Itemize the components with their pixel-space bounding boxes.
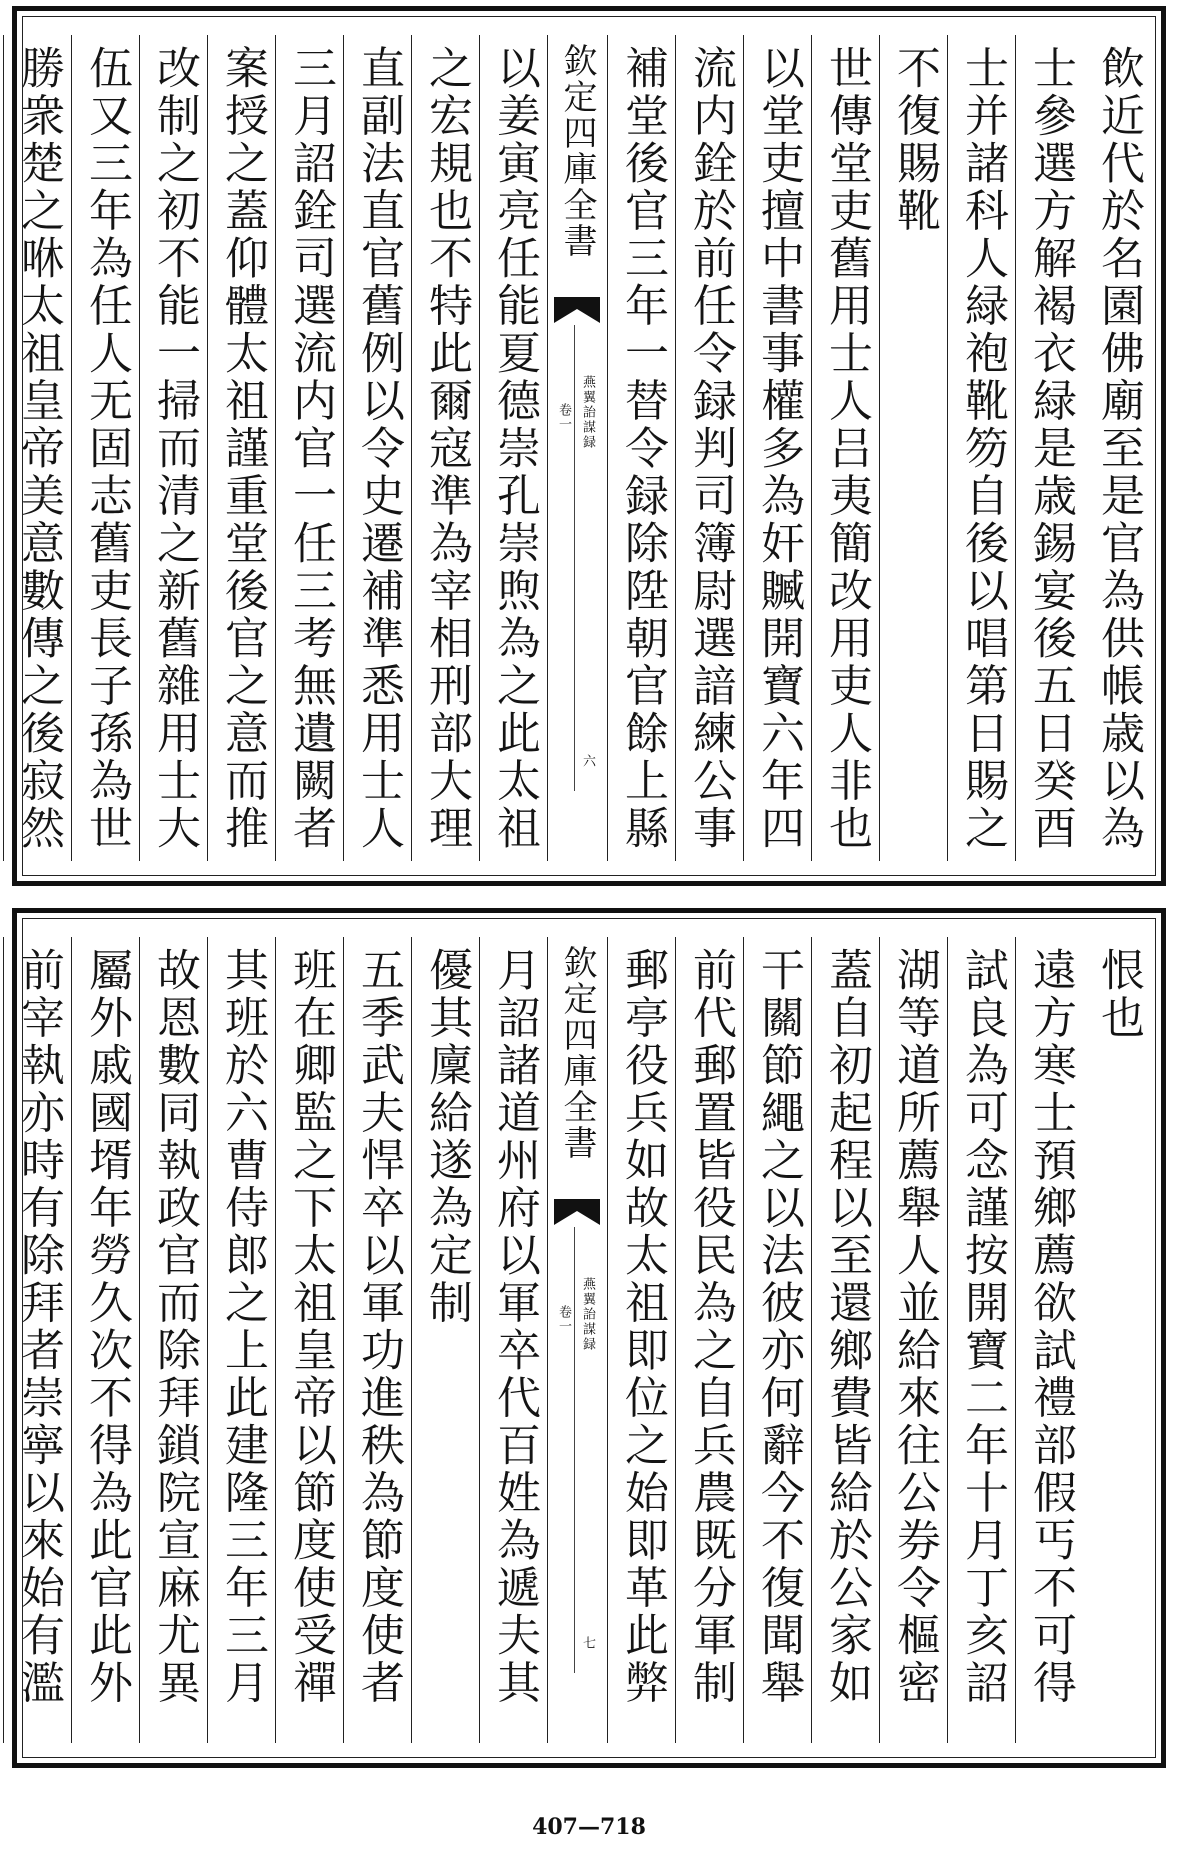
text-column: 以堂吏擅中書事權多為奸贓開寶六年四 [743,35,811,861]
text-column: 飲近代於名園佛廟至是官為供帳歳以為 [1093,45,1144,853]
text-column: 之宏規也不特此爾寇準為宰相刑部大理 [411,35,479,861]
text-column: 世傳堂吏舊用士人吕夷簡改用吏人非也 [811,35,879,861]
text-column: 恨也 [1093,947,1144,1042]
top-page [12,6,1166,886]
text-column: 其班於六曹侍郎之上此建隆三年三月 [207,937,275,1743]
strip-divider [574,325,575,791]
text-column: 遠方寒士預鄉薦欲試禮部假丐不可得 [1015,937,1083,1743]
page-number: 407—718 [532,1814,646,1840]
book-title: 燕翼詒謀録 [580,1277,595,1352]
text-column: 郵亭役兵如故太祖即位之始即革此弊 [607,937,675,1743]
fishtail-mark-icon [554,297,600,323]
text-column: 蓋自初起程以至還鄉費皆給於公家如 [811,937,879,1743]
text-column: 直副法直官舊例以令史遷補準悉用士人 [343,35,411,861]
text-column: 不復賜靴 [879,35,947,861]
collection-title: 欽定四庫全書 [557,945,597,1161]
text-column: 干關節繩之以法彼亦何辭今不復聞舉 [743,937,811,1743]
leaf-number: 六 [580,754,595,767]
leaf-number: 七 [580,1636,595,1649]
volume-label: 卷一 [556,403,571,431]
book-title: 燕翼詒謀録 [580,375,595,450]
text-column: 士并諸科人緑袍靴笏自後以唱第日賜之 [947,35,1015,861]
volume-label: 卷一 [556,1305,571,1333]
text-column: 前代郵置皆役民為之自兵農既分軍制 [675,937,743,1743]
text-column: 試良為可念謹按開寶二年十月丁亥詔 [947,937,1015,1743]
center-fold-strip [547,35,607,861]
text-column: 改制之初不能一掃而清之新舊雜用士大 [139,35,207,861]
fishtail-mark-icon [554,1199,600,1225]
text-column: 故恩數同執政官而除拜鎖院宣麻尤異 [139,937,207,1743]
text-column: 三月詔銓司選流内官一任三考無遺闕者 [275,35,343,861]
text-column: 屬外戚國壻年勞久次不得為此官此外 [71,937,139,1743]
text-column: 優其廩給遂為定制 [411,937,479,1743]
text-column: 流内銓於前任令録判司簿尉選諳練公事 [675,35,743,861]
text-column: 案授之蓋仰體太祖謹重堂後官之意而推 [207,35,275,861]
text-column: 月詔諸道州府以軍卒代百姓為遞夫其 [479,937,547,1743]
text-column: 湖等道所薦舉人並給來往公券令樞密 [879,937,947,1743]
center-fold-strip [547,937,607,1743]
text-column: 五季武夫悍卒以軍功進秩為節度使者 [343,937,411,1743]
bottom-page [12,908,1166,1768]
text-column: 以姜寅亮任能夏德崇孔崇煦為之此太祖 [479,35,547,861]
text-column: 士參選方解褐衣緑是歳錫宴後五日癸酉 [1015,35,1083,861]
text-column: 班在卿監之下太祖皇帝以節度使受禪 [275,937,343,1743]
text-column: 伍又三年為任人无固志舊吏長子孫為世 [71,35,139,861]
text-column: 勝衆楚之咻太祖皇帝美意數傳之後寂然 [3,35,71,861]
text-column: 前宰執亦時有除拜者崇寧以來始有濫 [3,937,71,1743]
text-column: 補堂後官三年一替令録除陞朝官餘上縣 [607,35,675,861]
strip-divider [574,1227,575,1673]
collection-title: 欽定四庫全書 [557,43,597,259]
